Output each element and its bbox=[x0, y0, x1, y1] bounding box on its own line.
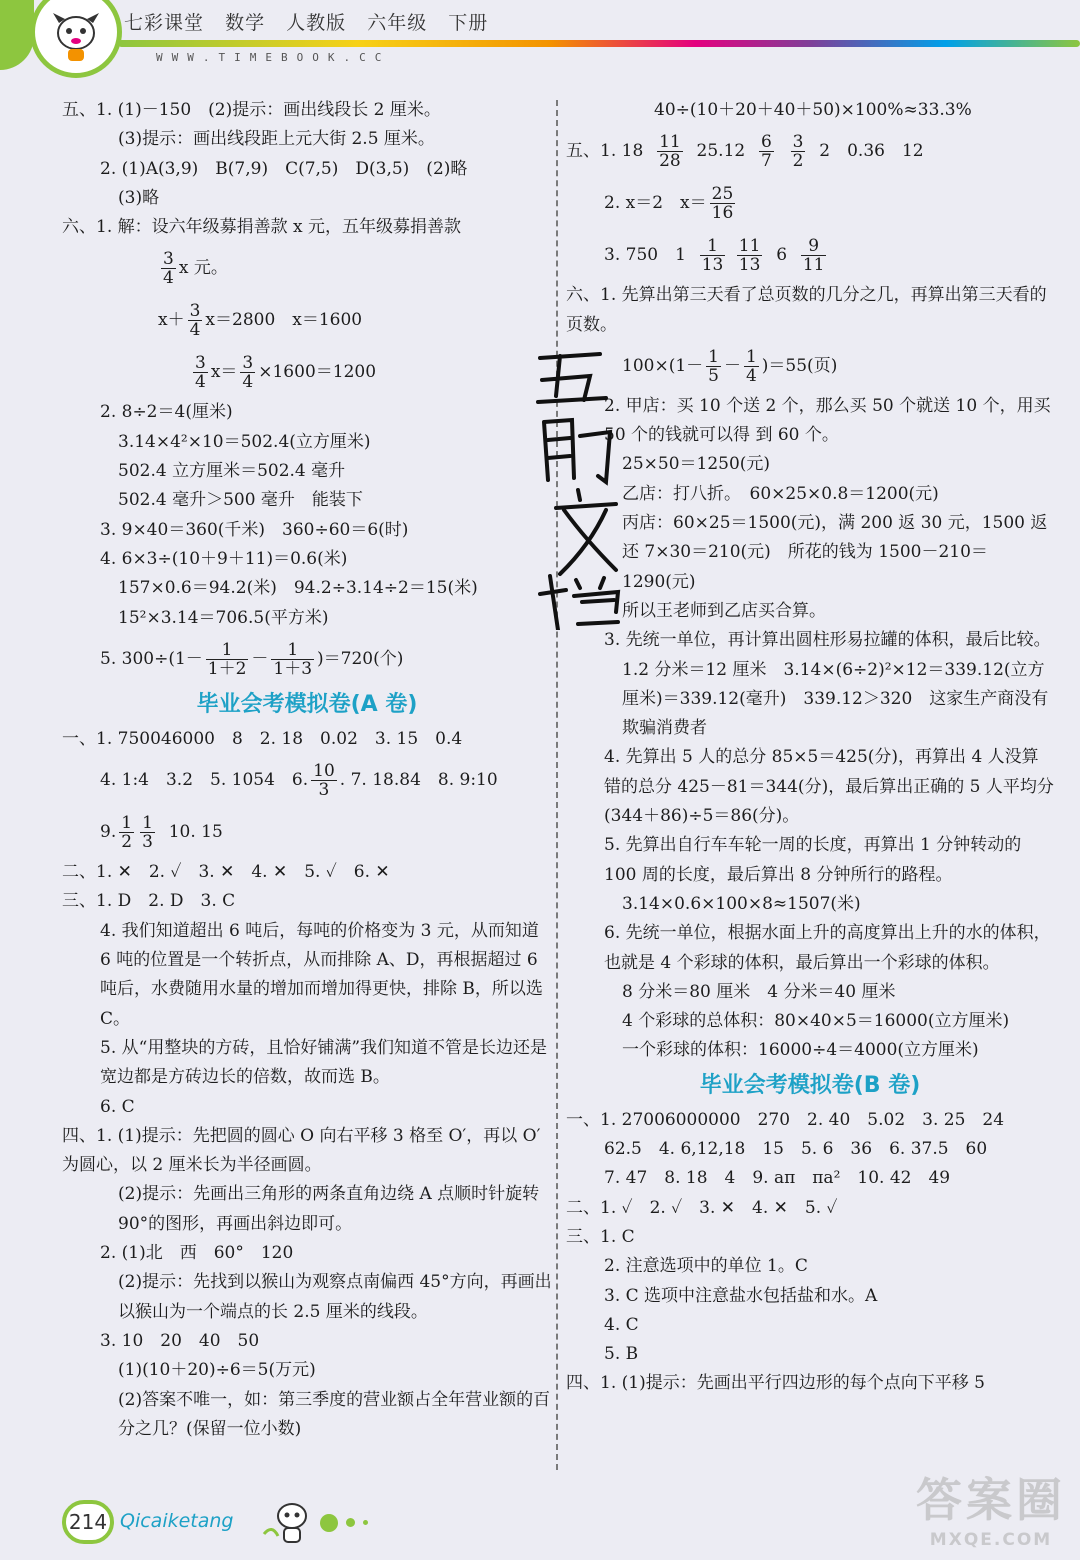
right-column bbox=[566, 96, 1054, 1399]
answer-paragraph: 4 个彩球的总体积：80×40×5＝16000(立方厘米) bbox=[622, 1011, 1010, 1032]
answer-paragraph: 5. 从“用整块的方砖，且恰好铺满”我们知道不管是长边还是宽边都是方砖边长的倍数，故而选 B。 bbox=[100, 1037, 548, 1088]
handwriting-overlay bbox=[520, 340, 640, 630]
section-title-a: 毕业会考模拟卷(A 卷) bbox=[196, 691, 418, 717]
edition: 人教版 bbox=[286, 12, 347, 34]
answer-line: 62.5 4. 6,12,18 15 5. 6 36 6. 37.5 60 bbox=[604, 1139, 988, 1160]
answer-line: 40÷(10＋20＋40＋50)×100%≈33.3% bbox=[654, 100, 972, 120]
answer-line: 六、1. 解：设六年级募捐善款 x 元，五年级募捐善款 bbox=[62, 217, 462, 238]
answer-line: 3. 9×40＝360(千米) 360÷60＝6(时) bbox=[100, 519, 409, 540]
answer-line: 3.14×0.6×100×8≈1507(米) bbox=[622, 893, 861, 914]
leaf-decoration bbox=[0, 0, 34, 70]
column-divider bbox=[556, 100, 558, 1470]
fraction: $\frac{1}{1+2}$ bbox=[207, 639, 247, 679]
fraction: $\frac{1}{4}$ bbox=[745, 346, 757, 386]
dot-icon bbox=[363, 1520, 368, 1525]
dot-icon bbox=[320, 1514, 338, 1532]
answer-paragraph: (2)提示：先画出三角形的两条直角边绕 A 点顺时针旋转 90°的图形，再画出斜边即可。 bbox=[118, 1184, 540, 1234]
left-column bbox=[62, 96, 552, 1444]
answer-line: 一个彩球的体积：16000÷4＝4000(立方厘米) bbox=[622, 1040, 979, 1061]
answer-paragraph: 6. 先统一单位，根据水面上升的高度算出上升的水的体积，也就是 4 个彩球的体积，最后算出一个彩球的体积。 bbox=[604, 923, 1051, 973]
answer-line: 4. 6×3÷(10＋9＋11)＝0.6(米) bbox=[100, 548, 348, 569]
answer-line: 8 分米＝80 厘米 4 分米＝40 厘米 bbox=[622, 981, 896, 1002]
fraction: $\frac{3}{4}$ bbox=[163, 249, 174, 289]
fraction: $\frac{1}{5}$ bbox=[708, 346, 719, 386]
fraction: $\frac{25}{16}$ bbox=[711, 184, 734, 224]
answer-line: 4. C bbox=[604, 1314, 639, 1335]
fraction: $\frac{9}{11}$ bbox=[802, 236, 825, 276]
answer-line: 2. 注意选项中的单位 1。C bbox=[604, 1256, 808, 1277]
fraction: $\frac{3}{2}$ bbox=[792, 132, 804, 172]
answer-paragraph: 4. 我们知道超出 6 吨后，每吨的价格变为 3 元，从而知道 6 吨的位置是一个转折点，从而排除 A、D，再根据超过 6 吨后，水费随用水量的增加而增加得更快，排除 B，所以选 C。 bbox=[100, 920, 543, 1029]
fraction: $\frac{6}{7}$ bbox=[761, 132, 772, 172]
answer-line: 157×0.6＝94.2(米) 94.2÷3.14÷2＝15(米) bbox=[118, 578, 478, 599]
answer-line: $\frac{3}{4}$ x＝ $\frac{3}{4}$ ×1600＝1200 bbox=[195, 353, 377, 393]
answer-line: 25×50＝1250(元) bbox=[622, 454, 771, 475]
answer-line: 100×(1－ $\frac{1}{5}$ － $\frac{1}{4}$ )＝55(页) bbox=[622, 346, 838, 386]
answer-line: 所以王老师到乙店买合算。 bbox=[622, 600, 826, 621]
answer-line: 7. 47 8. 18 4 9. aπ πa² 10. 42 49 bbox=[604, 1168, 951, 1189]
answer-paragraph: 丙店：60×25＝1500(元)，满 200 返 30 元，1500 返还 7×30＝210(元) 所花的钱为 1500－210＝1290(元) bbox=[622, 513, 1048, 592]
grade: 六年级 bbox=[367, 12, 428, 34]
answer-line: x＋ $\frac{3}{4}$ x＝2800 x＝1600 bbox=[158, 301, 363, 341]
subject: 数学 bbox=[225, 12, 266, 34]
book-title bbox=[124, 8, 502, 35]
mascot-logo bbox=[30, 0, 122, 78]
site-watermark: 答案圈 MXQE.COM bbox=[916, 1473, 1066, 1550]
answer-paragraph: 4. 先算出 5 人的总分 85×5＝425(分)，再算出 4 人没算错的总分 425－81＝344(分)，最后算出正确的 5 人平均分(344＋86)÷5＝86(分)。 bbox=[604, 747, 1054, 827]
fraction: $\frac{1}{3}$ bbox=[142, 813, 153, 853]
answer-line: 乙店：打八折。 60×25×0.8＝1200(元) bbox=[622, 483, 939, 504]
fraction: $\frac{1}{1+3}$ bbox=[273, 639, 313, 679]
fraction: $\frac{1}{13}$ bbox=[701, 236, 724, 276]
website-url: WWW.TIMEBOOK.CC bbox=[156, 51, 391, 64]
answer-line: $\frac{3}{4}$ x 元。 bbox=[163, 249, 228, 289]
answer-line: (3)提示：画出线段距上元大街 2.5 厘米。 bbox=[118, 129, 435, 150]
answer-line: 一、1. 27006000000 270 2. 40 5.02 3. 25 24 bbox=[566, 1109, 1005, 1130]
answer-paragraph: 5. 先算出自行车车轮一周的长度，再算出 1 分钟转动的 100 周的长度，最后算出 8 分钟所行的路程。 bbox=[604, 835, 1022, 885]
page-number: 214 bbox=[62, 1500, 114, 1544]
series-name: 七彩课堂 bbox=[124, 12, 205, 34]
answer-line: 3. 750 1 $\frac{1}{13}$ $\frac{11}{13}$ 6 $\frac{9}{11}$ bbox=[604, 236, 825, 276]
answer-paragraph: (2)答案不唯一，如：第三季度的营业额占全年营业额的百分之几？(保留一位小数) bbox=[118, 1389, 551, 1439]
fraction: $\frac{11}{13}$ bbox=[738, 236, 761, 276]
fraction: $\frac{3}{4}$ bbox=[195, 353, 206, 393]
answer-line: 2. 8÷2＝4(厘米) bbox=[100, 402, 233, 423]
answer-paragraph: (2)提示：先找到以猴山为观察点南偏西 45°方向，再画出以猴山为一个端点的长 2.5 厘米的线段。 bbox=[118, 1272, 552, 1322]
answer-line: 四、1. (1)提示：先画出平行四边形的每个点向下平移 5 bbox=[566, 1373, 985, 1394]
mascot-icon bbox=[258, 1494, 318, 1550]
answer-line: 2. (1)北 西 60° 120 bbox=[100, 1243, 294, 1264]
answer-line: 三、1. C bbox=[566, 1226, 635, 1247]
answer-paragraph: 1.2 分米＝12 厘米 3.14×(6÷2)²×12＝339.12(立方厘米)＝339.12(毫升) 339.12＞320 这家生产商没有欺骗消费者 bbox=[622, 659, 1049, 739]
dot-icon bbox=[346, 1518, 355, 1527]
answer-line: 2. x＝2 x＝ $\frac{25}{16}$ bbox=[604, 184, 734, 224]
decorative-dots bbox=[320, 1512, 376, 1532]
answer-line: 4. 1:4 3.2 5. 1054 6. $\frac{10}{3}$ . 7. 18.84 8. 9:10 bbox=[100, 761, 498, 801]
answer-line: 二、1. ✓ 2. ✓ 3. ✕ 4. ✕ 5. ✓ bbox=[566, 1197, 838, 1218]
answer-line: 502.4 毫升＞500 毫升 能装下 bbox=[118, 490, 363, 511]
fraction: $\frac{1}{2}$ bbox=[121, 813, 133, 853]
fraction: $\frac{3}{4}$ bbox=[189, 301, 201, 341]
answer-paragraph: 2. 甲店：买 10 个送 2 个，那么买 50 个就送 10 个，用买 50 个的钱就可以得 到 60 个。 bbox=[604, 395, 1051, 446]
answer-line: (3)略 bbox=[118, 187, 160, 208]
answer-line: 五、1. 18 $\frac{11}{28}$ 25.12 $\frac{6}{7}$ $\frac{3}{2}$ 2 0.36 12 bbox=[566, 132, 924, 172]
answer-line: 502.4 立方厘米＝502.4 毫升 bbox=[118, 461, 346, 482]
answer-line: 5. B bbox=[604, 1344, 639, 1365]
fraction: $\frac{10}{3}$ bbox=[313, 761, 335, 801]
answer-line: 6. C bbox=[100, 1096, 135, 1117]
answer-line: (1)(10＋20)÷6＝5(万元) bbox=[118, 1360, 316, 1381]
answer-line: 3. 10 20 40 50 bbox=[100, 1330, 260, 1351]
answer-paragraph: 四、1. (1)提示：先把圆的圆心 O 向右平移 3 格至 O′，再以 O′为圆心，以 2 厘米长为半径画圆。 bbox=[62, 1125, 541, 1176]
page-header bbox=[0, 0, 1080, 100]
answer-line: 2. (1)A(3,9) B(7,9) C(7,5) D(3,5) (2)略 bbox=[100, 158, 468, 179]
answer-paragraph: 3. 先统一单位，再计算出圆柱形易拉罐的体积，最后比较。 bbox=[604, 630, 1051, 651]
section-title-b: 毕业会考模拟卷(B 卷) bbox=[699, 1072, 921, 1098]
answer-line: 一、1. 750046000 8 2. 18 0.02 3. 15 0.4 bbox=[62, 728, 463, 749]
answer-line: 三、1. D 2. D 3. C bbox=[62, 891, 236, 912]
answer-line: 15²×3.14＝706.5(平方米) bbox=[118, 607, 329, 628]
fraction: $\frac{3}{4}$ bbox=[242, 353, 254, 393]
answer-line: 9. $\frac{1}{2}$ $\frac{1}{3}$ 10. 15 bbox=[100, 813, 223, 853]
answer-line: 3. C 选项中注意盐水包括盐和水。A bbox=[604, 1285, 878, 1306]
term: 下册 bbox=[448, 12, 489, 34]
answer-paragraph: 六、1. 先算出第三天看了总页数的几分之几，再算出第三天看的页数。 bbox=[566, 285, 1047, 335]
answer-line: 5. 300÷(1－ $\frac{1}{1+2}$ － $\frac{1}{1+3}$ )＝720(个) bbox=[100, 639, 404, 679]
rainbow-bar bbox=[118, 40, 1080, 47]
answer-line: 二、1. ✕ 2. ✓ 3. ✕ 4. ✕ 5. ✓ 6. ✕ bbox=[62, 862, 390, 883]
brand-name: Qicaiketang bbox=[120, 1510, 234, 1532]
fraction: $\frac{11}{28}$ bbox=[659, 132, 681, 172]
answer-line: 五、1. (1)－150 (2)提示：画出线段长 2 厘米。 bbox=[62, 100, 441, 120]
answer-line: 3.14×4²×10＝502.4(立方厘米) bbox=[118, 431, 371, 452]
